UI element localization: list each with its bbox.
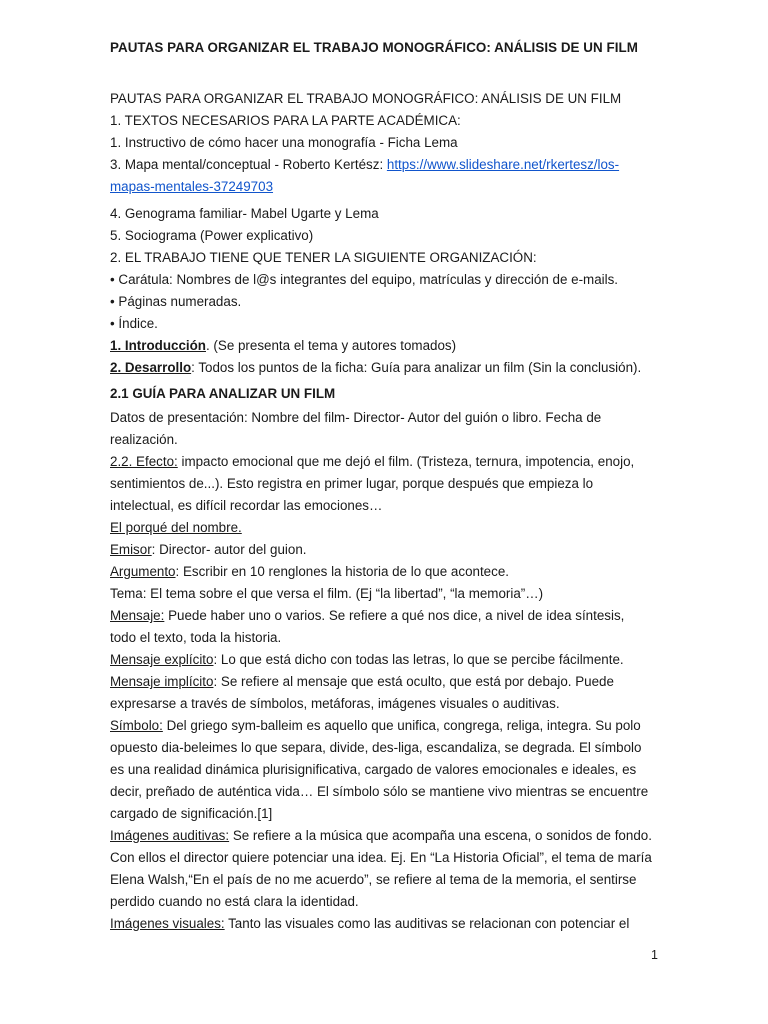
development-text: : Todos los puntos de la ficha: Guía para analizar un film (Sin la conclusión). bbox=[191, 360, 642, 375]
link-continuation bbox=[110, 176, 670, 198]
slideshare-link-continued[interactable]: mapas-mentales-37249703 bbox=[110, 179, 274, 194]
introduction-item bbox=[110, 335, 670, 357]
symbol-text: Del griego sym-balleim es aquello que unifica, congrega, religa, integra. Su polo bbox=[162, 718, 641, 733]
auditory-images-text: Se refiere a la música que acompaña una escena, o sonidos de fondo. bbox=[229, 828, 652, 843]
paragraph-line: opuesto dia-beleimes lo que separa, divide, des-liga, escandaliza, se degrada. El símbolo bbox=[110, 740, 642, 755]
paragraph-line: todo el texto, toda la historia. bbox=[110, 630, 282, 645]
paragraph-line: cargado de significación.[1] bbox=[110, 806, 273, 821]
effect-item bbox=[110, 451, 670, 473]
document-header-title: PAUTAS PARA ORGANIZAR EL TRABAJO MONOGRÁFICO: ANÁLISIS DE UN FILM bbox=[110, 40, 638, 55]
paragraph-line: Datos de presentación: Nombre del film- Director- Autor del guión o libro. Fecha de bbox=[110, 410, 602, 425]
visual-images-label: Imágenes visuales: bbox=[110, 916, 225, 931]
paragraph-line: realización. bbox=[110, 432, 178, 447]
development-item bbox=[110, 357, 670, 379]
message-text: Puede haber uno o varios. Se refiere a qué nos dice, a nivel de idea síntesis, bbox=[164, 608, 625, 623]
list-item-text: 3. Mapa mental/conceptual - Roberto Kertész: bbox=[110, 157, 387, 172]
introduction-label: 1. Introducción bbox=[110, 338, 206, 353]
plot-text: : Escribir en 10 renglones la historia de lo que acontece. bbox=[175, 564, 509, 579]
symbol-label: Símbolo: bbox=[110, 718, 163, 733]
explicit-message-text: : Lo que está dicho con todas las letras, lo que se percibe fácilmente. bbox=[213, 652, 624, 667]
sender-item bbox=[110, 539, 670, 561]
list-item bbox=[110, 154, 670, 176]
symbol-item bbox=[110, 715, 670, 737]
section-2-heading: 2. EL TRABAJO TIENE QUE TENER LA SIGUIENTE ORGANIZACIÓN: bbox=[110, 250, 537, 265]
effect-label: 2.2. Efecto: bbox=[110, 454, 178, 469]
list-item: 5. Sociograma (Power explicativo) bbox=[110, 228, 314, 243]
name-reason-item: El porqué del nombre. bbox=[110, 520, 242, 535]
visual-images-text: Tanto las visuales como las auditivas se relacionan con potenciar el bbox=[224, 916, 630, 931]
effect-text: impacto emocional que me dejó el film. (Tristeza, ternura, impotencia, enojo, bbox=[177, 454, 635, 469]
auditory-images-label: Imágenes auditivas: bbox=[110, 828, 230, 843]
paragraph-line: Con ellos el director quiere potenciar una idea. Ej. En “La Historia Oficial”, el tema de maría bbox=[110, 850, 652, 865]
paragraph-line: es una realidad dinámica plurisignificativa, cargado de valores emocionales e ideales, es bbox=[110, 762, 637, 777]
slideshare-link[interactable]: https://www.slideshare.net/rkertesz/los- bbox=[386, 157, 620, 172]
paragraph-line: perdido cuando no está clara la identidad. bbox=[110, 894, 359, 909]
explicit-message-label: Mensaje explícito bbox=[110, 652, 214, 667]
list-item: 4. Genograma familiar- Mabel Ugarte y Lema bbox=[110, 206, 379, 221]
paragraph-line: Elena Walsh,“En el país de no me acuerdo”, se refiere al tema de la memoria, el sentirse bbox=[110, 872, 637, 887]
body-title: PAUTAS PARA ORGANIZAR EL TRABAJO MONOGRÁFICO: ANÁLISIS DE UN FILM bbox=[110, 91, 622, 106]
bullet-item: • Índice. bbox=[110, 316, 158, 331]
message-item bbox=[110, 605, 670, 627]
section-1-heading: 1. TEXTOS NECESARIOS PARA LA PARTE ACADÉMICA: bbox=[110, 113, 461, 128]
paragraph-line: expresarse a través de símbolos, metáforas, imágenes visuales o auditivas. bbox=[110, 696, 560, 711]
development-label: 2. Desarrollo bbox=[110, 360, 192, 375]
theme-item: Tema: El tema sobre el que versa el film. (Ej “la libertad”, “la memoria”…) bbox=[110, 586, 544, 601]
bullet-item: • Páginas numeradas. bbox=[110, 294, 242, 309]
implicit-message-label: Mensaje implícito bbox=[110, 674, 214, 689]
implicit-message-item bbox=[110, 671, 670, 693]
section-2-1-heading: 2.1 GUÍA PARA ANALIZAR UN FILM bbox=[110, 386, 336, 401]
document-body bbox=[110, 88, 670, 935]
paragraph-line: intelectual, es difícil recordar las emociones… bbox=[110, 498, 383, 513]
visual-images-item bbox=[110, 913, 670, 935]
sender-text: : Director- autor del guion. bbox=[151, 542, 307, 557]
list-item: 1. Instructivo de cómo hacer una monografía - Ficha Lema bbox=[110, 135, 458, 150]
sender-label: Emisor bbox=[110, 542, 152, 557]
implicit-message-text: : Se refiere al mensaje que está oculto, que está por debajo. Puede bbox=[213, 674, 614, 689]
paragraph-line: decir, preñado de auténtica vida… El símbolo sólo se mantiene vivo mientras se encuentre bbox=[110, 784, 649, 799]
paragraph-line: sentimientos de...). Esto registra en primer lugar, porque después que empieza lo bbox=[110, 476, 594, 491]
plot-item bbox=[110, 561, 670, 583]
message-label: Mensaje: bbox=[110, 608, 165, 623]
page-number: 1 bbox=[651, 948, 658, 962]
explicit-message-item bbox=[110, 649, 670, 671]
introduction-text: . (Se presenta el tema y autores tomados) bbox=[205, 338, 457, 353]
bullet-item: • Carátula: Nombres de l@s integrantes del equipo, matrículas y dirección de e-mails. bbox=[110, 272, 619, 287]
plot-label: Argumento bbox=[110, 564, 176, 579]
auditory-images-item bbox=[110, 825, 670, 847]
